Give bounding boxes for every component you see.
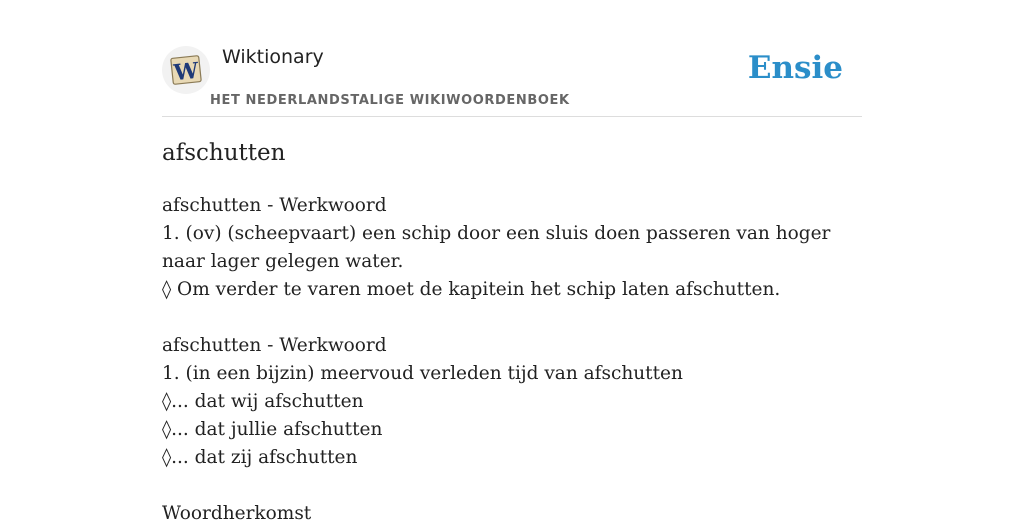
definition: 1. (ov) (scheepvaart) een schip door een sluis doen passeren van hoger naar lager gelegen water. — [162, 223, 831, 272]
logo-tile-icon — [169, 53, 203, 87]
site-header — [162, 0, 862, 117]
entry-section — [162, 192, 862, 304]
example: ◊... dat jullie afschutten — [162, 419, 383, 440]
wiktionary-logo-icon[interactable] — [162, 46, 210, 94]
example: ◊ Om verder te varen moet de kapitein het schip laten afschutten. — [162, 279, 781, 300]
definition: 1. (in een bijzin) meervoud verleden tijd van afschutten — [162, 363, 683, 384]
section-heading: Woordherkomst — [162, 503, 312, 524]
entry-heading: afschutten - Werkwoord — [162, 335, 387, 356]
ensie-brand-link[interactable]: Ensie — [747, 50, 843, 86]
example: ◊... dat wij afschutten — [162, 391, 364, 412]
page-title: afschutten — [162, 140, 286, 166]
entry-section — [162, 500, 862, 528]
example: ◊... dat zij afschutten — [162, 447, 358, 468]
entry-content — [162, 192, 862, 528]
site-tagline: HET NEDERLANDSTALIGE WIKIWOORDENBOEK — [210, 93, 570, 108]
entry-section — [162, 332, 862, 472]
entry-heading: afschutten - Werkwoord — [162, 195, 387, 216]
svg-text:W: W — [172, 57, 200, 87]
site-name[interactable]: Wiktionary — [222, 46, 324, 68]
page — [162, 0, 862, 524]
